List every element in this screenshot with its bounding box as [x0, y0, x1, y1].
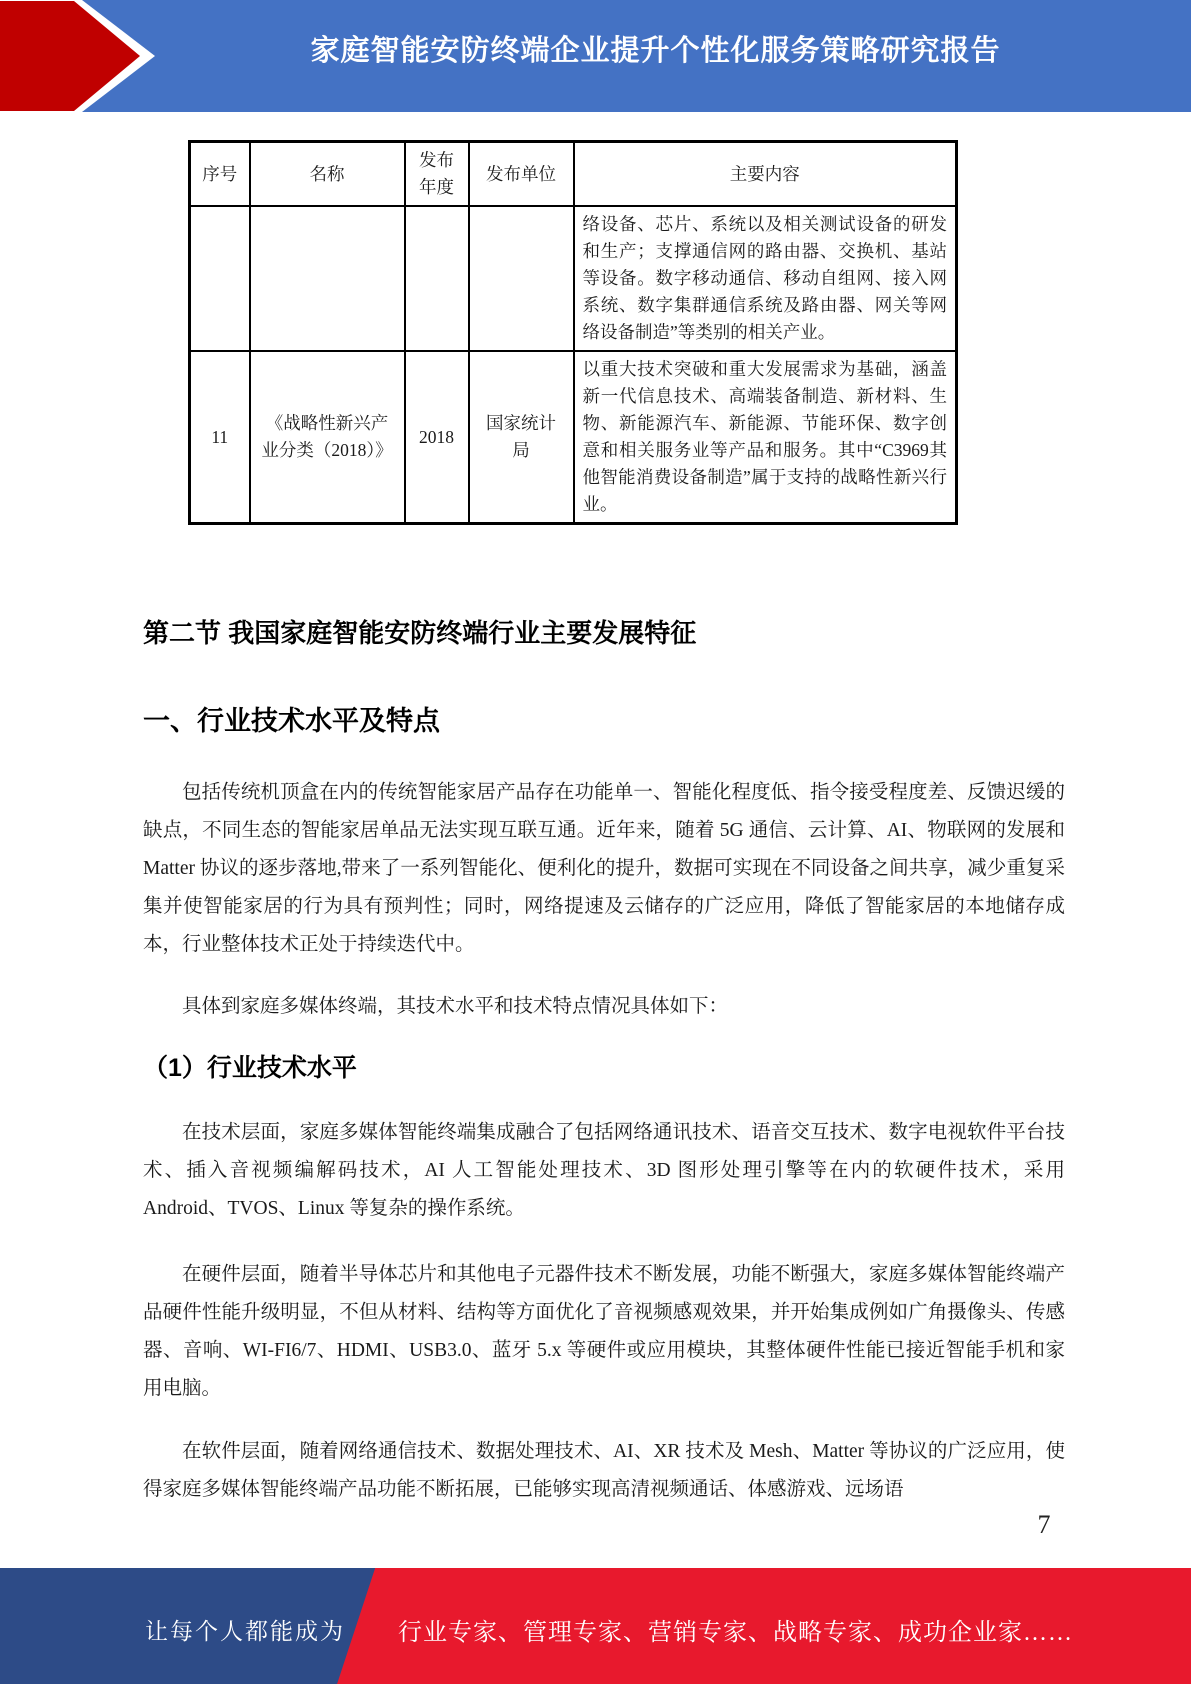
report-title: 家庭智能安防终端企业提升个性化服务策略研究报告	[310, 34, 1001, 67]
page-number: 7	[1037, 1510, 1051, 1539]
col-header-name: 名称	[250, 142, 405, 207]
table-header-row	[190, 142, 957, 207]
footer-slogan-right: 行业专家、管理专家、营销专家、战略专家、成功企业家……	[398, 1620, 1073, 1646]
cell-content: 以重大技术突破和重大发展需求为基础，涵盖新一代信息技术、高端装备制造、新材料、生物、新能源汽车、新能源、节能环保、数字创意和相关服务业等产品和服务。其中“C3969其他智能消费设备制造”属于支持的战略性新兴行业。	[574, 351, 957, 524]
cell-year: 2018	[405, 351, 469, 524]
paragraph-2: 具体到家庭多媒体终端，其技术水平和技术特点情况具体如下：	[182, 996, 729, 1017]
paragraph-1: 包括传统机顶盒在内的传统智能家居产品存在功能单一、智能化程度低、指令接受程度差、反馈迟缓的缺点，不同生态的智能家居单品无法实现互联互通。近年来，随着 5G 通信、云计算、AI、物联网的发展和 Matter 协议的逐步落地,带来了一系列智能化、便利化的提升，数据可实现在不同设备之间共享，减少重复采集并使智能家居的行为具有预判性；同时，网络提速及云储存的广泛应用，降低了智能家居的本地储存成本，行业整体技术正处于持续迭代中。	[143, 782, 1065, 955]
cell-org	[469, 206, 574, 351]
cell-year	[405, 206, 469, 351]
paragraph-4: 在硬件层面，随着半导体芯片和其他电子元器件技术不断发展，功能不断强大，家庭多媒体智能终端产品硬件性能升级明显，不但从材料、结构等方面优化了音视频感观效果，并开始集成例如广角摄像头、传感器、音响、WI-FI6/7、HDMI、USB3.0、蓝牙 5.x 等硬件或应用模块，其整体硬件性能已接近智能手机和家用电脑。	[143, 1264, 1065, 1399]
cell-name: 《战略性新兴产业分类（2018）》	[250, 351, 405, 524]
col-header-org: 发布单位	[469, 142, 574, 207]
policy-table	[188, 140, 955, 525]
paragraph-5: 在软件层面，随着网络通信技术、数据处理技术、AI、XR 技术及 Mesh、Matter 等协议的广泛应用，使得家庭多媒体智能终端产品功能不断拓展，已能够实现高清视频通话、体感游戏、远场语	[143, 1441, 1065, 1500]
paragraph-3: 在技术层面，家庭多媒体智能终端集成融合了包括网络通讯技术、语音交互技术、数字电视软件平台技术、插入音视频编解码技术，AI 人工智能处理技术、3D 图形处理引擎等在内的软硬件技术，采用 Android、TVOS、Linux 等复杂的操作系统。	[143, 1122, 1065, 1219]
cell-seq: 11	[190, 351, 250, 524]
table-row	[190, 351, 957, 524]
col-header-seq: 序号	[190, 142, 250, 207]
header-banner	[0, 0, 1191, 112]
cell-org: 国家统计局	[469, 351, 574, 524]
footer-banner	[0, 1568, 1191, 1684]
point-1-title: （1）行业技术水平	[143, 1054, 357, 1082]
section-title: 第二节 我国家庭智能安防终端行业主要发展特征	[143, 618, 697, 648]
col-header-year: 发布年度	[405, 142, 469, 207]
cell-name	[250, 206, 405, 351]
table-row	[190, 206, 957, 351]
policy-table-grid	[188, 140, 958, 525]
cell-seq	[190, 206, 250, 351]
subsection-title: 一、行业技术水平及特点	[143, 706, 440, 736]
col-header-content: 主要内容	[574, 142, 957, 207]
footer-slogan-left: 让每个人都能成为	[145, 1619, 345, 1644]
cell-content: 络设备、芯片、系统以及相关测试设备的研发和生产；支撑通信网的路由器、交换机、基站等设备。数字移动通信、移动自组网、接入网系统、数字集群通信系统及路由器、网关等网络设备制造”等类别的相关产业。	[574, 206, 957, 351]
